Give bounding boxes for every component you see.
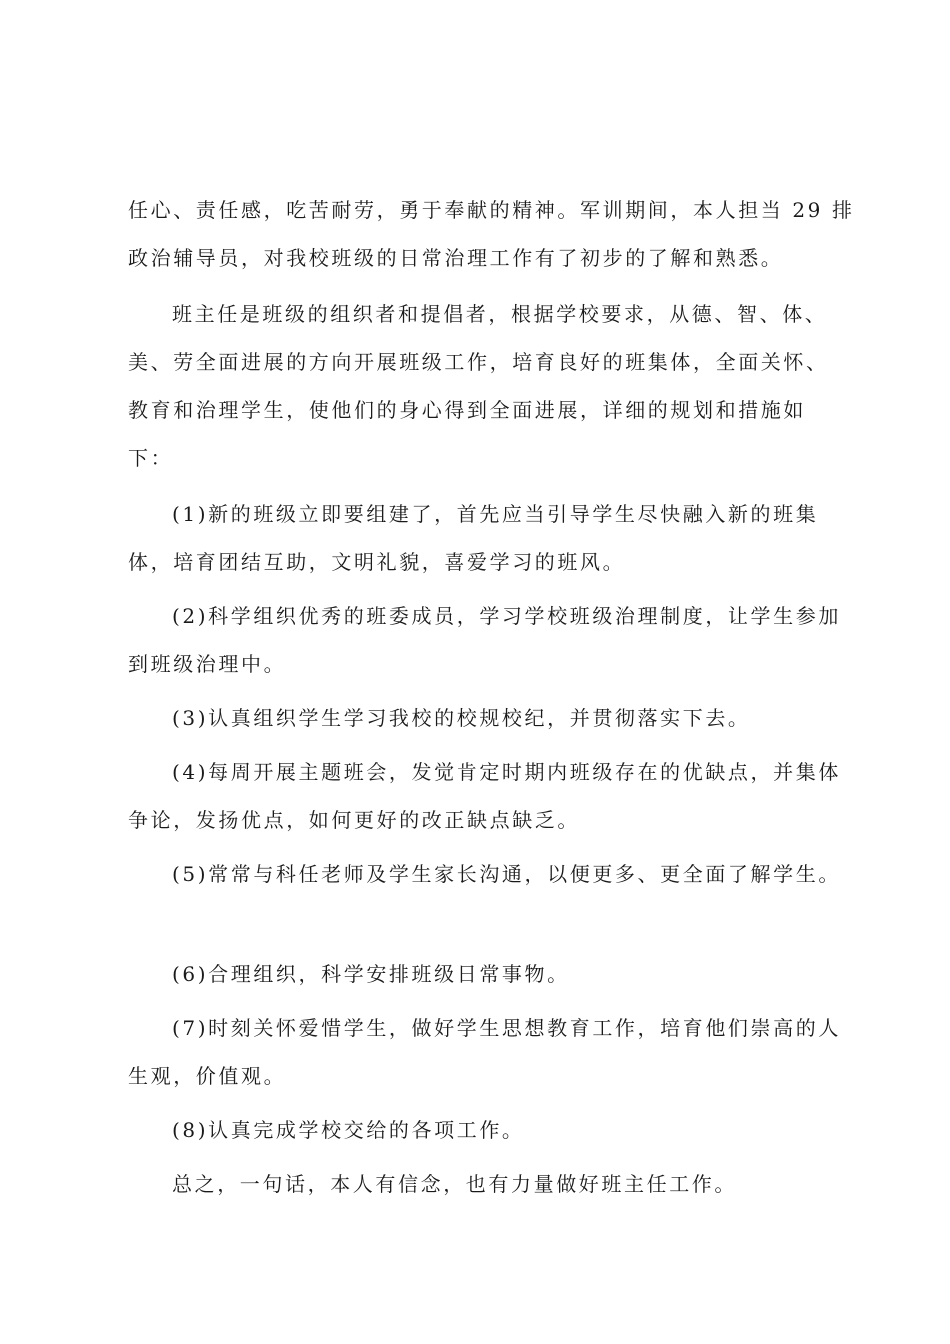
- list-item-8: (8)认真完成学校交给的各项工作。: [172, 1118, 525, 1142]
- list-item-6: (6)合理组织，科学安排班级日常事物。: [172, 962, 570, 986]
- text-line: 美、劳全面进展的方向开展班级工作，培育良好的班集体，全面关怀、: [128, 350, 829, 374]
- text-line: 到班级治理中。: [128, 652, 287, 676]
- text-line: 任心、责任感，吃苦耐劳，勇于奉献的精神。军训期间，本人担当 29 排: [128, 198, 855, 222]
- text-line: 教育和治理学生，使他们的身心得到全面进展，详细的规划和措施如: [128, 398, 806, 422]
- list-item-4: (4)每周开展主题班会，发觉肯定时期内班级存在的优缺点，并集体: [172, 760, 841, 784]
- list-item-7: (7)时刻关怀爱惜学生，做好学生思想教育工作，培育他们崇高的人: [172, 1016, 841, 1040]
- text-line: 生观，价值观。: [128, 1064, 287, 1088]
- closing-line: 总之，一句话，本人有信念，也有力量做好班主任工作。: [172, 1172, 737, 1196]
- list-item-5: (5)常常与科任老师及学生家长沟通，以便更多、更全面了解学生。: [172, 862, 841, 886]
- list-item-1: (1)新的班级立即要组建了，首先应当引导学生尽快融入新的班集: [172, 502, 819, 526]
- list-item-3: (3)认真组织学生学习我校的校规校纪，并贯彻落实下去。: [172, 706, 751, 730]
- document-body: [128, 186, 855, 1208]
- text-line: 体，培育团结互助，文明礼貌，喜爱学习的班风。: [128, 550, 626, 574]
- text-line: 下：: [128, 446, 174, 470]
- text-line: 争论，发扬优点，如何更好的改正缺点缺乏。: [128, 808, 580, 832]
- list-item-2: (2)科学组织优秀的班委成员，学习学校班级治理制度，让学生参加: [172, 604, 841, 628]
- text-line: 班主任是班级的组织者和提倡者，根据学校要求，从德、智、体、: [172, 302, 828, 326]
- text-line: 政治辅导员，对我校班级的日常治理工作有了初步的了解和熟悉。: [128, 246, 784, 270]
